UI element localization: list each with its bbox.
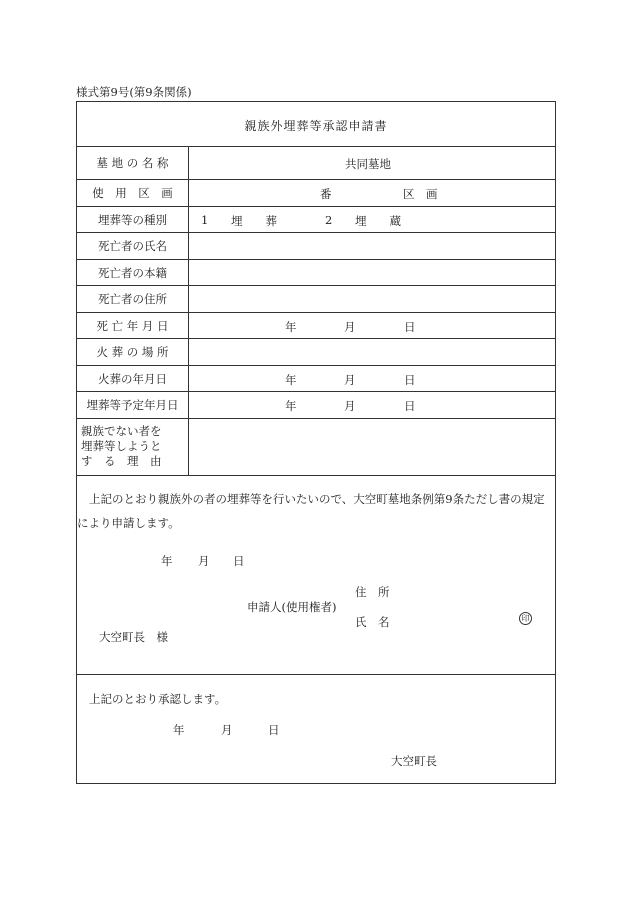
row-deceased-address <box>77 286 555 312</box>
section-ban-label: 番 <box>320 187 332 201</box>
row-label: 死 亡 年 月 日 <box>96 319 169 333</box>
cemetery-name-value: 共同墓地 <box>345 157 391 171</box>
approval-signatory: 大空町長 <box>391 754 437 768</box>
reason-label-line: 埋葬等しようと <box>81 439 162 453</box>
row-deceased-domicile <box>77 260 555 286</box>
application-date-day: 日 <box>233 554 245 568</box>
application-form <box>76 101 556 784</box>
row-burial-type <box>77 207 555 233</box>
application-statement-line1: 上記のとおり親族外の者の埋葬等を行いたいので、大空町墓地条例第9条ただし書の規定 <box>89 492 545 506</box>
application-date-month: 月 <box>198 554 210 568</box>
date-year-label: 年 <box>285 373 297 387</box>
form-number: 様式第9号(第9条関係) <box>76 85 192 99</box>
applicant-name-label: 氏 名 <box>355 615 390 629</box>
burial-option-2: 埋 蔵 <box>355 214 401 228</box>
date-month-label: 月 <box>344 373 356 387</box>
reason-label-line: す る 理 由 <box>81 454 162 468</box>
row-deceased-name <box>77 233 555 259</box>
row-section <box>77 180 555 206</box>
application-date-year: 年 <box>161 554 173 568</box>
row-label: 埋葬等の種別 <box>98 213 167 227</box>
burial-option-1-number: 1 <box>201 213 209 227</box>
date-day-label: 日 <box>404 399 416 413</box>
date-day-label: 日 <box>404 373 416 387</box>
approval-date-day: 日 <box>268 723 280 737</box>
reason-label-line: 親族でない者を <box>81 424 162 438</box>
approval-statement: 上記のとおり承認します。 <box>89 692 227 706</box>
approval-date-year: 年 <box>173 723 185 737</box>
row-label: 火葬の年月日 <box>98 372 167 386</box>
row-planned-burial-date <box>77 392 555 418</box>
row-label: 火 葬 の 場 所 <box>96 345 169 359</box>
row-label: 死亡者の住所 <box>98 292 167 306</box>
applicant-label: 申請人(使用権者) <box>247 600 337 614</box>
approval-date-month: 月 <box>221 723 233 737</box>
row-label: 死亡者の本籍 <box>98 266 167 280</box>
addressee: 大空町長 様 <box>99 630 168 644</box>
row-cremation-place <box>77 339 555 365</box>
row-label: 死亡者の氏名 <box>98 239 167 253</box>
burial-option-1: 埋 葬 <box>231 214 277 228</box>
row-cemetery-name <box>77 147 555 179</box>
divider <box>77 674 555 675</box>
row-label: 使 用 区 画 <box>92 186 173 200</box>
row-label: 墓 地 の 名 称 <box>96 156 169 170</box>
date-month-label: 月 <box>344 320 356 334</box>
seal-character: 印 <box>521 614 530 623</box>
date-day-label: 日 <box>404 320 416 334</box>
divider <box>77 418 555 419</box>
date-year-label: 年 <box>285 399 297 413</box>
reason-label <box>81 424 185 469</box>
row-label: 埋葬等予定年月日 <box>86 398 179 412</box>
date-month-label: 月 <box>344 399 356 413</box>
divider <box>77 475 555 476</box>
seal-mark <box>519 612 532 625</box>
date-year-label: 年 <box>285 320 297 334</box>
application-statement-line2: により申請します。 <box>77 516 180 530</box>
burial-option-2-number: 2 <box>325 213 333 227</box>
row-death-date <box>77 313 555 339</box>
applicant-address-label: 住 所 <box>355 585 390 599</box>
row-cremation-date <box>77 366 555 392</box>
form-title: 親族外埋葬等承認申請書 <box>244 119 388 133</box>
section-kukaku-label: 区 画 <box>403 187 438 201</box>
